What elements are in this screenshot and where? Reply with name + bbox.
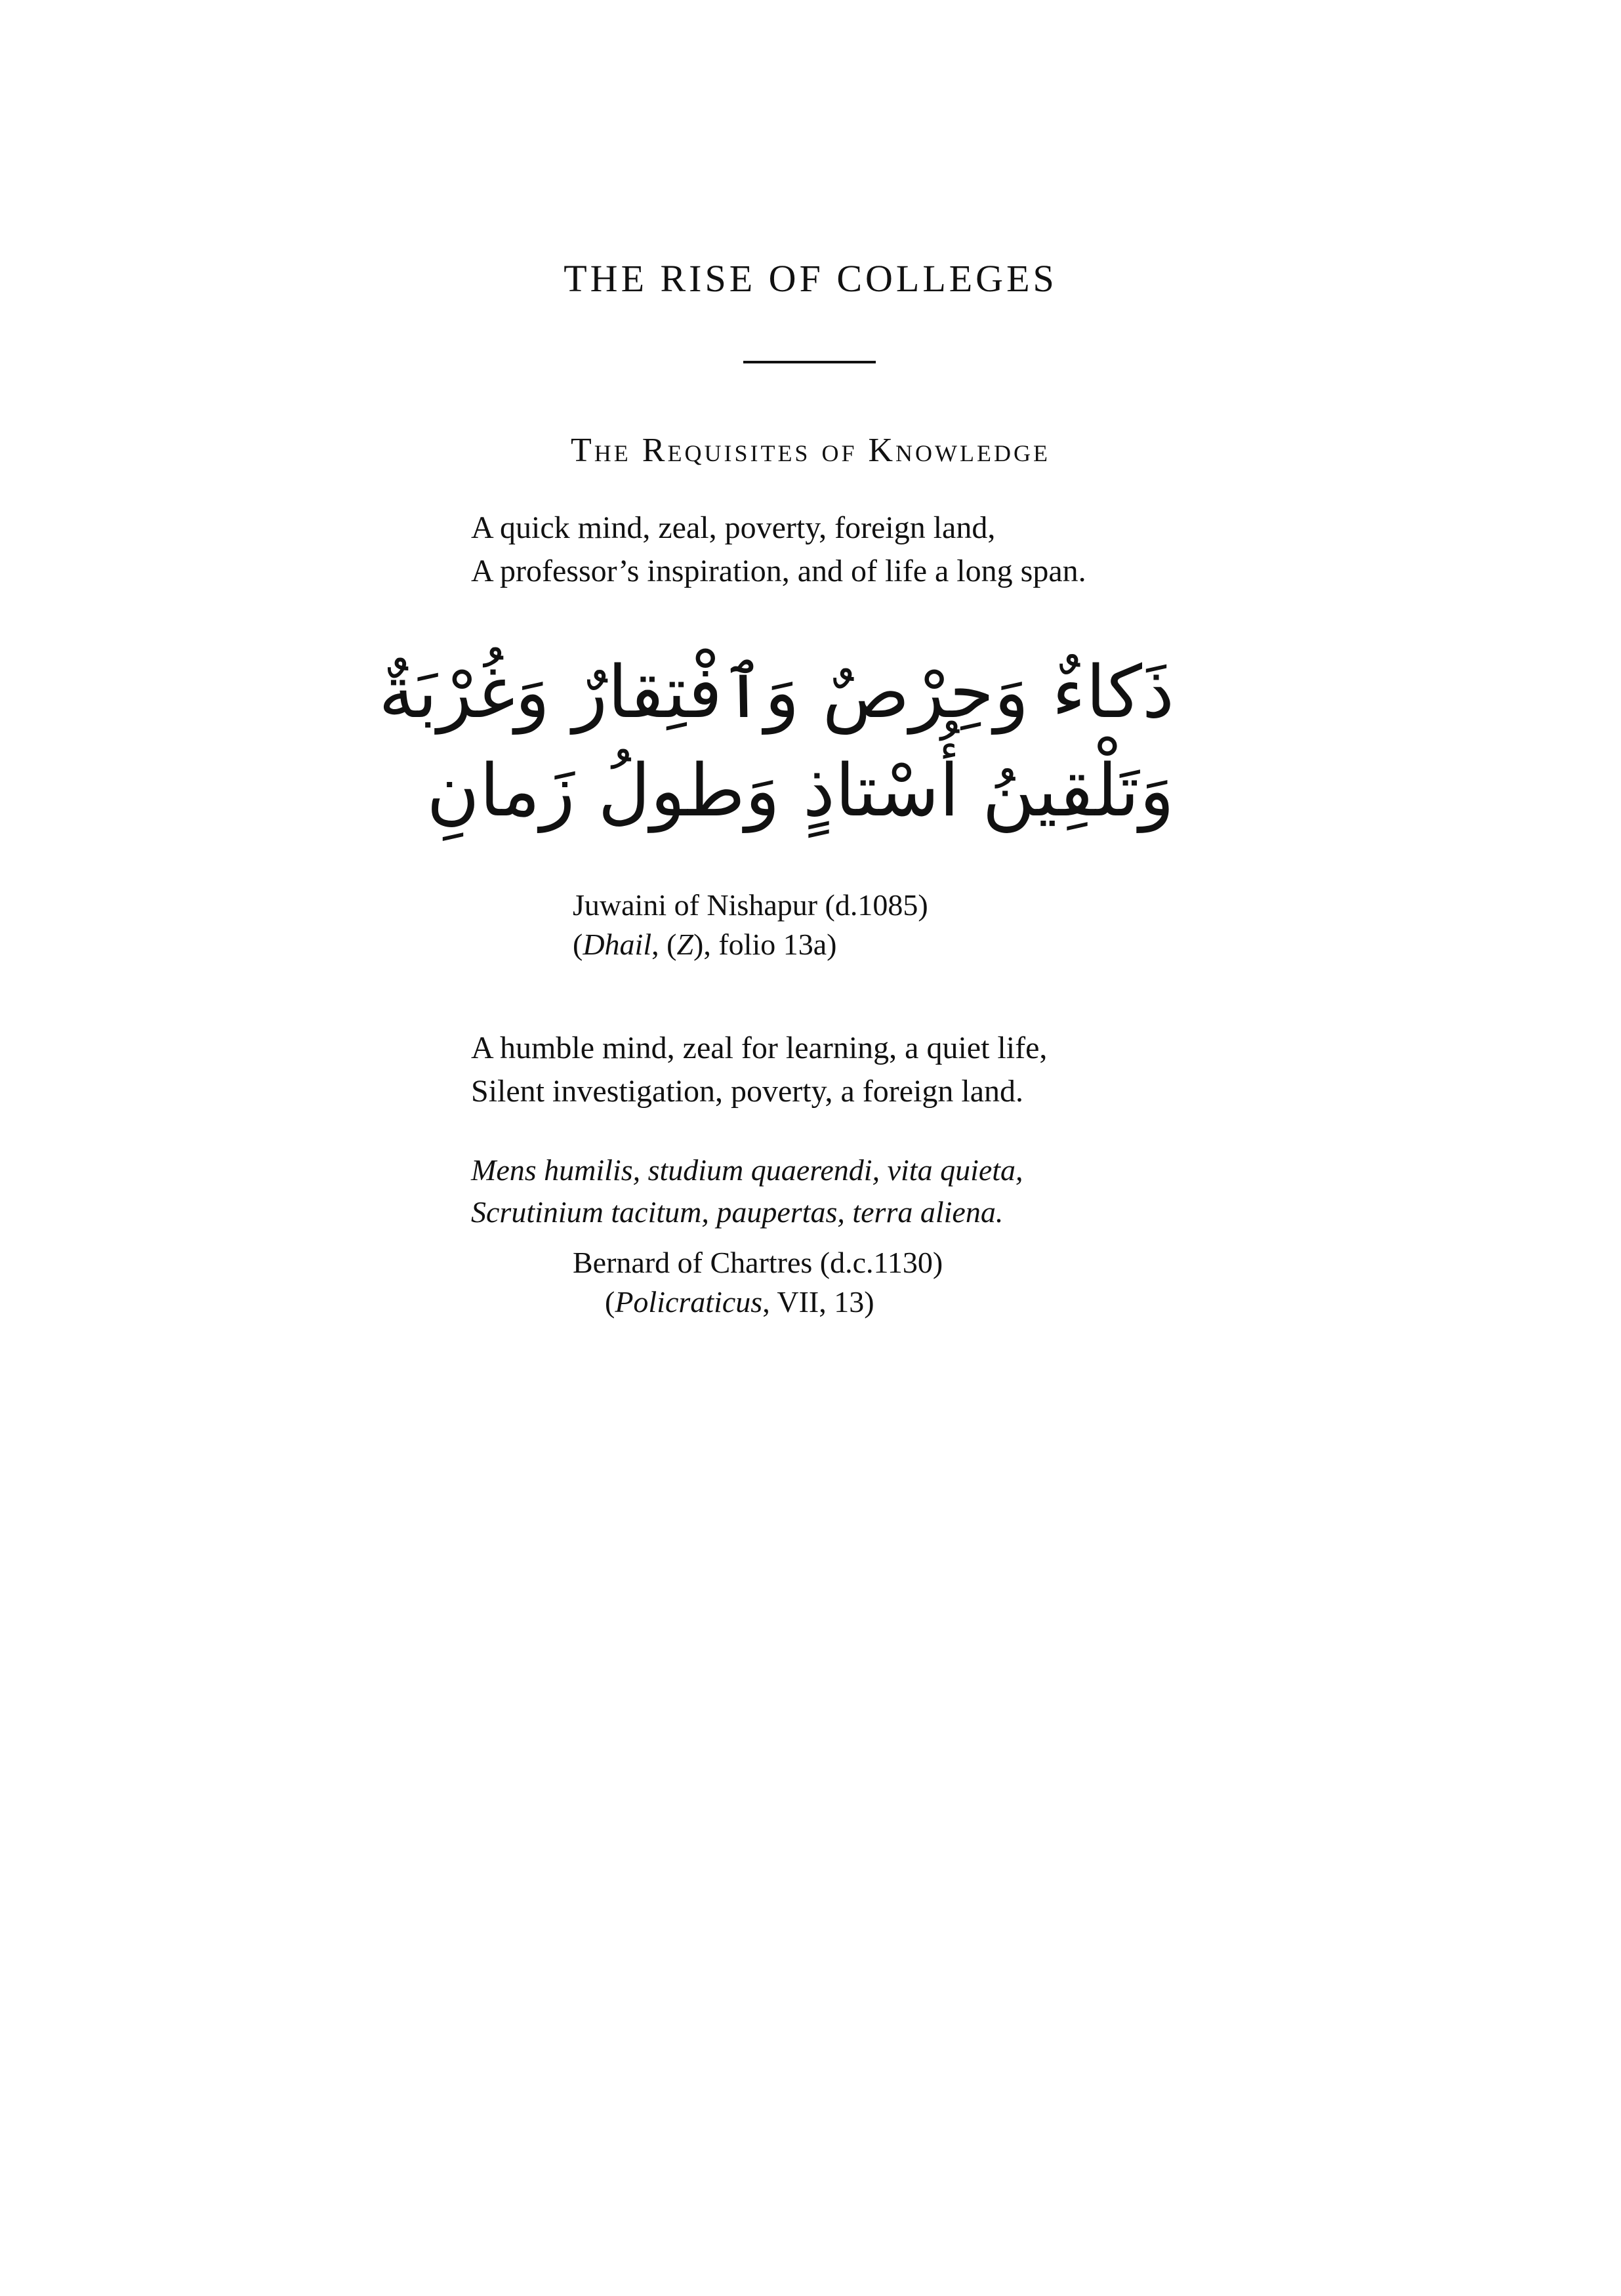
verse-line: A professor’s inspiration, and of life a long span. [471,554,1086,588]
attribution-source: (Dhail, (Z), folio 13a) [573,928,837,961]
source-title: Policraticus [615,1285,763,1319]
title-divider [743,361,876,363]
section-heading: The Requisites of Knowledge [571,432,1050,469]
attribution-source: (Policraticus, VII, 13) [605,1285,874,1319]
source-title: Dhail [583,928,652,961]
source-letter: Z [676,928,694,961]
arabic-verse-line: وَتَلْقِينُ أُسْتاذٍ وَطولُ زَمانِ [426,748,1174,832]
verse-line: A quick mind, zeal, poverty, foreign land, [471,510,996,545]
latin-verse [471,1149,1363,1233]
attribution-author: Bernard of Chartres (d.c.1130) [573,1246,943,1279]
attribution-author: Juwaini of Nishapur (d.1085) [573,888,928,922]
english-verse-bernard [471,1027,1363,1113]
running-title: THE RISE OF COLLEGES [564,257,1057,300]
english-verse-juwaini [471,506,1363,593]
verse-line: A humble mind, zeal for learning, a quiet life, [471,1031,1048,1065]
verse-line: Silent investigation, poverty, a foreign land. [471,1074,1024,1109]
latin-verse-line: Scrutinium tacitum, paupertas, terra aliena. [471,1195,1004,1229]
arabic-verse [379,643,1174,840]
arabic-verse-line: ذَكاءٌ وَحِرْصٌ وَٱفْتِقارٌ وَغُرْبَةٌ [379,650,1174,734]
latin-verse-line: Mens humilis, studium quaerendi, vita quieta, [471,1153,1023,1187]
